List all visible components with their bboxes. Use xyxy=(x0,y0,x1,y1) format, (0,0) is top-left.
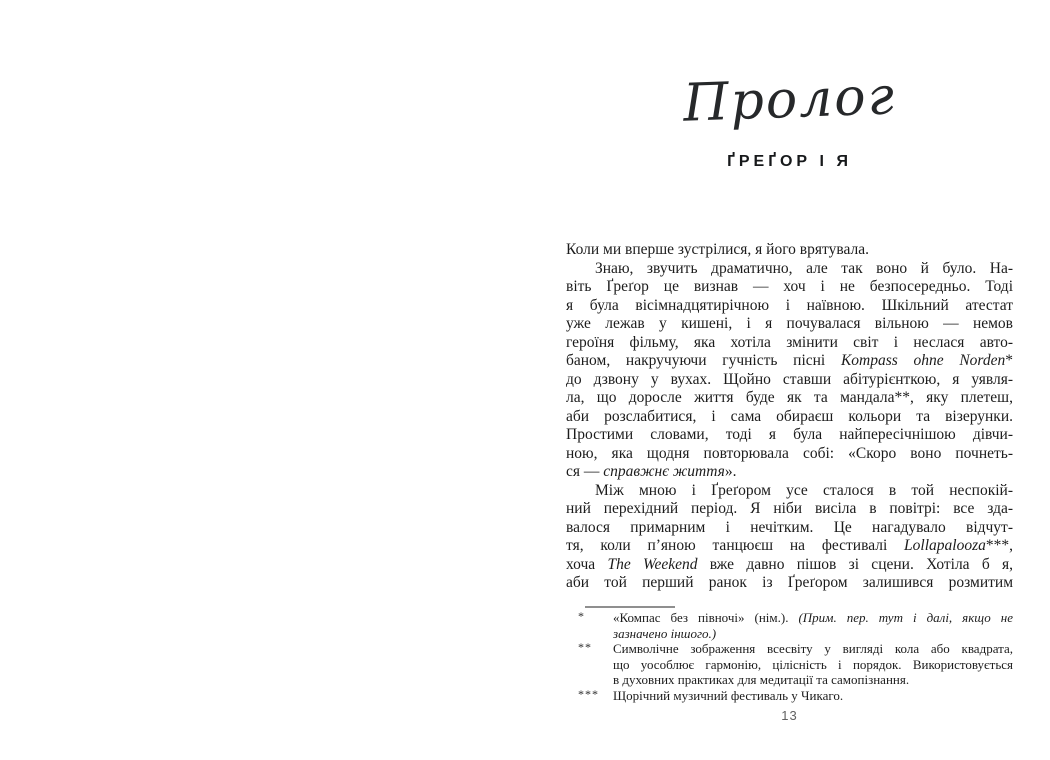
text-segment: баном, накручуючи гучність пісні xyxy=(566,352,841,369)
italic-text-segment: Lollapalooza xyxy=(904,537,986,554)
text-line xyxy=(566,500,1013,519)
text-segment: Символічне зображення всесвіту у вигляді кола або квадрата, xyxy=(613,641,1013,657)
text-line xyxy=(566,426,1013,445)
footnote-text xyxy=(613,641,1013,688)
text-segment: ся — xyxy=(566,463,604,480)
text-segment: Простими словами, тоді я була найпересічнішою дівчи- xyxy=(566,426,1013,443)
text-line xyxy=(613,610,1013,626)
italic-text-segment: (Прим. пер. тут і далі, якщо не xyxy=(798,610,1013,625)
text-line xyxy=(566,334,1013,353)
text-line xyxy=(566,241,1013,260)
text-line xyxy=(566,352,1013,371)
text-segment: «Компас без півночі» (нім.). xyxy=(613,610,799,625)
text-segment: хоча xyxy=(566,555,608,573)
body-text xyxy=(566,241,1013,593)
text-line xyxy=(613,641,1013,657)
text-segment: що уособлює гармонію, цілісність і порядок. Використовується xyxy=(613,656,1013,672)
chapter-title-script: Пролог xyxy=(682,66,897,134)
text-column xyxy=(566,0,1013,760)
text-line xyxy=(566,389,1013,408)
chapter-subtitle: ҐРЕҐОР І Я xyxy=(727,153,852,170)
italic-text-segment: Kompass ohne Norden xyxy=(840,352,1006,369)
text-line xyxy=(566,537,1013,556)
text-line xyxy=(566,278,1013,297)
text-segment: ною, яка щодня повторювала собі: «Скоро воно почнеть- xyxy=(566,444,1013,462)
footnote-marker: ** xyxy=(578,640,592,655)
text-segment: аби той перший ранок із Ґреґором залишився розмитим xyxy=(566,574,1013,591)
text-segment: уже лежав у кишені, і я почувалася вільною — немов xyxy=(566,315,1013,332)
footnote xyxy=(566,641,1013,688)
text-line xyxy=(566,408,1013,427)
text-line xyxy=(613,672,1013,688)
text-line xyxy=(566,463,1013,482)
text-segment: * xyxy=(1005,352,1013,369)
page-number: 13 xyxy=(781,708,798,723)
text-segment: валося примарним і нечітким. Це нагадувало відчут- xyxy=(566,518,1013,536)
text-line xyxy=(566,445,1013,464)
footnote xyxy=(566,610,1013,641)
text-line xyxy=(566,482,1013,501)
footnote-marker: * xyxy=(578,609,585,623)
text-segment: ла, що доросле життя буде як та мандала**, яку плетеш, xyxy=(566,389,1013,406)
text-segment: в духовних практиках для медитації та самопізнання. xyxy=(613,672,910,688)
footnote-text xyxy=(613,688,1013,704)
text-segment: Між мною і Ґреґором усе сталося в той неспокій- xyxy=(595,481,1013,499)
footnote-marker: *** xyxy=(578,686,599,701)
italic-text-segment: зазначено іншого.) xyxy=(613,625,717,641)
text-line xyxy=(566,574,1013,593)
text-line xyxy=(566,260,1013,279)
text-segment: вже давно пішов зі сцени. Хотіла б я, xyxy=(697,555,1013,573)
text-line xyxy=(566,519,1013,538)
text-segment: Коли ми вперше зустрілися, я його врятувала. xyxy=(566,241,869,258)
footnote xyxy=(566,688,1013,704)
text-line xyxy=(613,626,1013,642)
text-line xyxy=(566,371,1013,390)
text-segment: тя, коли п’яною танцюєш на фестивалі xyxy=(566,537,905,554)
text-line xyxy=(613,688,1013,704)
text-segment: я була вісімнадцятирічною і наївною. Шкільний атестат xyxy=(566,296,1013,314)
text-line xyxy=(566,297,1013,316)
text-segment: Знаю, звучить драматично, але так воно й було. На- xyxy=(595,259,1013,277)
footnotes-block xyxy=(566,610,1013,704)
text-line xyxy=(566,315,1013,334)
text-segment: аби розслабитися, і сама обираєш кольори та візерунки. xyxy=(566,407,1013,425)
text-segment: ». xyxy=(724,463,737,480)
text-line xyxy=(613,657,1013,673)
text-line xyxy=(566,556,1013,575)
text-segment: до дзвону у вухах. Щойно ставши абітурієнткою, я уявля- xyxy=(566,370,1013,388)
text-segment: ний перехідний період. Я ніби висіла в повітрі: все зда- xyxy=(566,500,1013,517)
text-segment: героїня фільму, яка хотіла змінити світ і неслася авто- xyxy=(566,333,1013,351)
text-segment: ***, xyxy=(985,537,1013,554)
footnote-separator xyxy=(585,606,675,608)
text-segment: віть Ґреґор це визнав — хоч і не безпосередньо. Тоді xyxy=(566,278,1013,295)
italic-text-segment: справжнє життя xyxy=(603,463,725,480)
italic-text-segment: The Weekend xyxy=(607,555,698,573)
text-segment: Щорічний музичний фестиваль у Чикаго. xyxy=(613,687,844,703)
footnote-text xyxy=(613,610,1013,641)
